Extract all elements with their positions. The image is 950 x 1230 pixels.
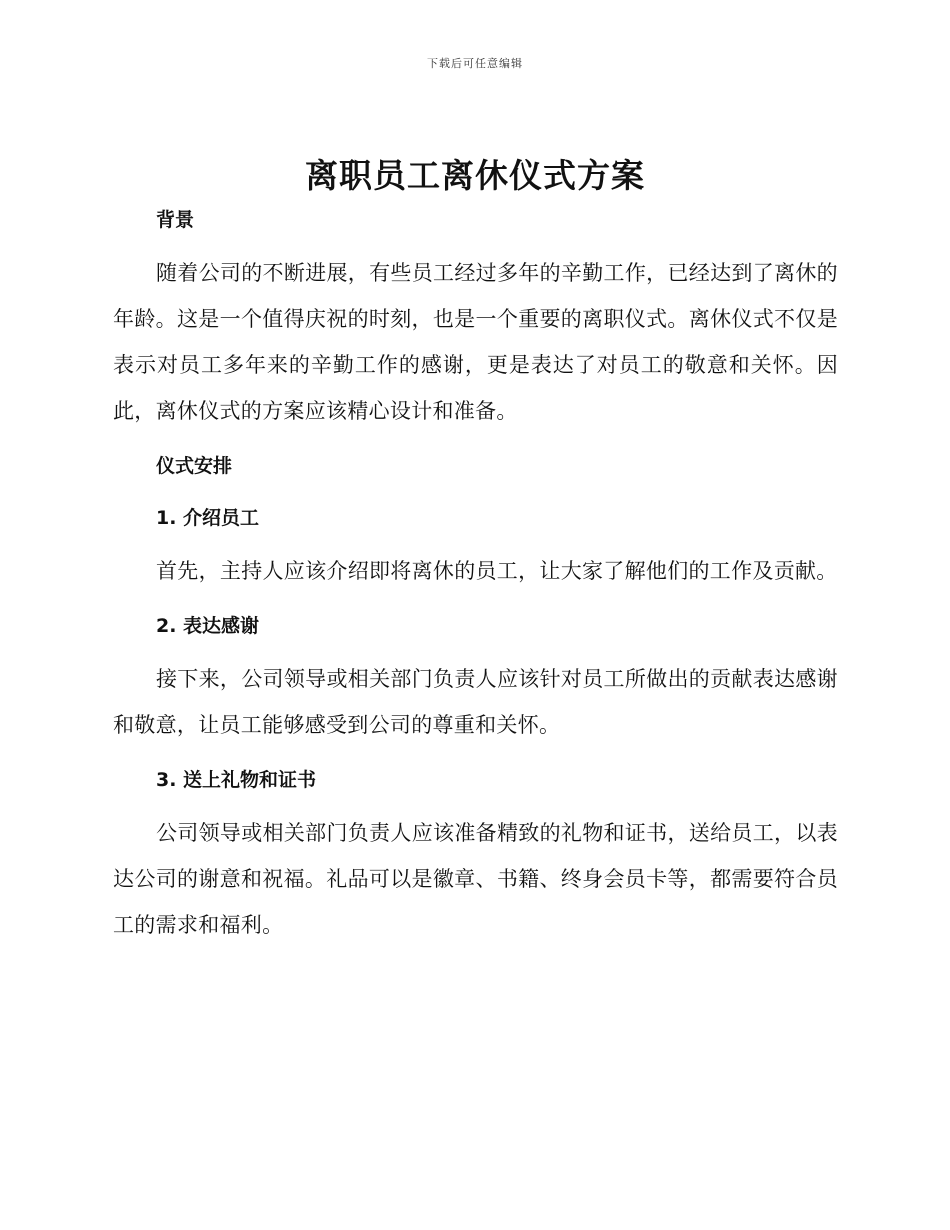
section-heading-express-thanks: 2. 表达感谢 (156, 615, 260, 637)
document-body (113, 198, 838, 948)
section-heading-background: 背景 (156, 209, 195, 231)
paragraph-gifts-certificates: 公司领导或相关部门负责人应该准备精致的礼物和证书，送给员工，以表达公司的谢意和祝福。礼品可以是徽章、书籍、终身会员卡等，都需要符合员工的需求和福利。 (113, 821, 838, 937)
section-heading-ceremony-arrangement: 仪式安排 (156, 455, 233, 477)
page-header-note: 下载后可任意编辑 (427, 57, 523, 70)
paragraph-background: 随着公司的不断进展，有些员工经过多年的辛勤工作，已经达到了离休的年龄。这是一个值得庆祝的时刻，也是一个重要的离职仪式。离休仪式不仅是表示对员工多年来的辛勤工作的感谢，更是表达了对员工的敬意和关怀。因此，离休仪式的方案应该精心设计和准备。 (113, 261, 838, 423)
document-title: 离职员工离休仪式方案 (305, 156, 645, 195)
paragraph-introduce-employee: 首先，主持人应该介绍即将离休的员工，让大家了解他们的工作及贡献。 (156, 559, 838, 583)
section-heading-introduce-employee: 1. 介绍员工 (156, 507, 260, 529)
section-heading-gifts-certificates: 3. 送上礼物和证书 (156, 769, 317, 791)
paragraph-express-thanks: 接下来，公司领导或相关部门负责人应该针对员工所做出的贡献表达感谢和敬意，让员工能够感受到公司的尊重和关怀。 (113, 667, 838, 737)
